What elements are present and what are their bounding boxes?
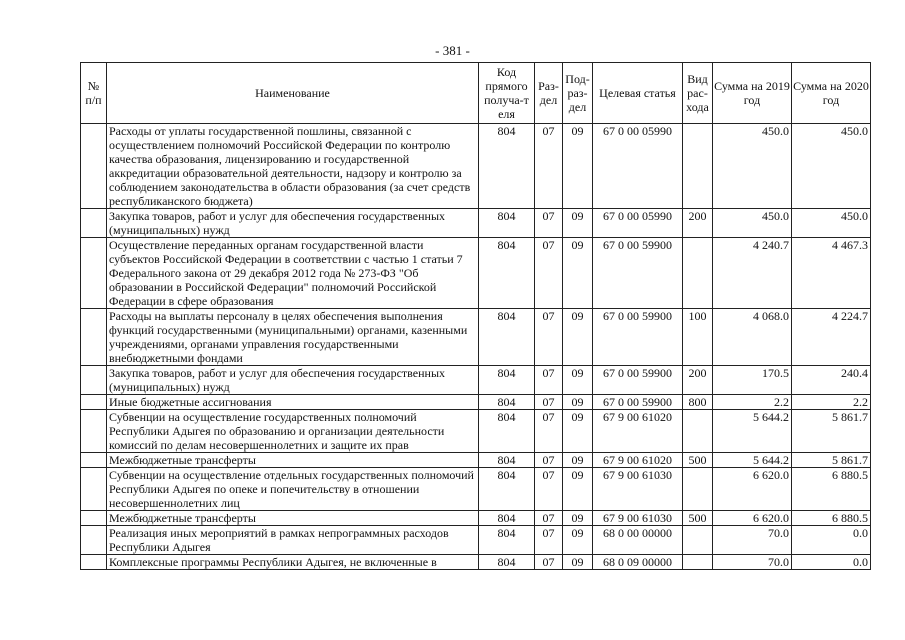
page-number: - 381 -: [435, 43, 470, 58]
cell-num: [81, 555, 107, 570]
table-row: [81, 209, 871, 238]
cell-target-article: 68 0 09 00000: [593, 555, 683, 570]
cell-sum-2020: 4 224.7: [792, 309, 871, 366]
cell-sum-2019: 6 620.0: [713, 511, 792, 526]
cell-target-article: 67 0 00 05990: [593, 209, 683, 238]
cell-sum-2020: 2.2: [792, 395, 871, 410]
cell-name: Межбюджетные трансферты: [107, 453, 479, 468]
table-row: [81, 124, 871, 209]
cell-expense-type: 100: [683, 309, 713, 366]
header-sum-2019: Сумма на 2019 год: [713, 63, 792, 124]
cell-num: [81, 468, 107, 511]
cell-num: [81, 453, 107, 468]
cell-subsection: 09: [563, 395, 593, 410]
cell-target-article: 68 0 00 00000: [593, 526, 683, 555]
cell-recipient-code: 804: [479, 453, 535, 468]
cell-target-article: 67 0 00 59900: [593, 366, 683, 395]
cell-target-article: 67 9 00 61020: [593, 453, 683, 468]
cell-sum-2019: 5 644.2: [713, 410, 792, 453]
cell-num: [81, 395, 107, 410]
cell-num: [81, 526, 107, 555]
cell-name: Межбюджетные трансферты: [107, 511, 479, 526]
cell-num: [81, 209, 107, 238]
cell-recipient-code: 804: [479, 209, 535, 238]
cell-section: 07: [535, 309, 563, 366]
cell-section: 07: [535, 511, 563, 526]
cell-num: [81, 124, 107, 209]
cell-sum-2020: 450.0: [792, 209, 871, 238]
table-row: [81, 366, 871, 395]
cell-sum-2019: 4 240.7: [713, 238, 792, 309]
cell-expense-type: [683, 124, 713, 209]
cell-expense-type: 500: [683, 511, 713, 526]
cell-expense-type: [683, 238, 713, 309]
cell-section: 07: [535, 209, 563, 238]
cell-recipient-code: 804: [479, 395, 535, 410]
cell-name: Реализация иных мероприятий в рамках непрограммных расходов Республики Адыгея: [107, 526, 479, 555]
cell-sum-2020: 240.4: [792, 366, 871, 395]
cell-sum-2019: 2.2: [713, 395, 792, 410]
header-target-article: Целевая статья: [593, 63, 683, 124]
cell-recipient-code: 804: [479, 309, 535, 366]
table-row: [81, 410, 871, 453]
cell-num: [81, 410, 107, 453]
cell-section: 07: [535, 555, 563, 570]
cell-sum-2019: 70.0: [713, 526, 792, 555]
cell-expense-type: [683, 468, 713, 511]
cell-expense-type: 200: [683, 366, 713, 395]
cell-section: 07: [535, 453, 563, 468]
cell-name: Расходы на выплаты персоналу в целях обеспечения выполнения функций государственными (муниципальными) органами, казенными учреждениями, органами управления государственными внебюджетными фондами: [107, 309, 479, 366]
cell-num: [81, 366, 107, 395]
cell-sum-2019: 6 620.0: [713, 468, 792, 511]
header-section: Раз-дел: [535, 63, 563, 124]
budget-table: [80, 62, 871, 570]
cell-recipient-code: 804: [479, 468, 535, 511]
cell-subsection: 09: [563, 468, 593, 511]
cell-sum-2019: 4 068.0: [713, 309, 792, 366]
cell-name: Закупка товаров, работ и услуг для обеспечения государственных (муниципальных) нужд: [107, 366, 479, 395]
table-row: [81, 453, 871, 468]
header-name: Наименование: [107, 63, 479, 124]
cell-name: Расходы от уплаты государственной пошлины, связанной с осуществлением полномочий Российской Федерации по контролю качества образования, лицензированию и государственной аккредитации образовательной деятельности, надзору и контролю за соблюдением законодательства в области образования (за счет средств республиканского бюджета): [107, 124, 479, 209]
cell-expense-type: [683, 410, 713, 453]
cell-name: Осуществление переданных органам государственной власти субъектов Российской Федерации в соответствии с частью 1 статьи 7 Федерального закона от 29 декабря 2012 года № 273-ФЗ "Об образовании в Российской Федерации" полномочий Российской Федерации в сфере образования: [107, 238, 479, 309]
header-expense-type: Вид рас-хода: [683, 63, 713, 124]
cell-sum-2020: 6 880.5: [792, 468, 871, 511]
cell-num: [81, 238, 107, 309]
cell-target-article: 67 0 00 59900: [593, 395, 683, 410]
cell-subsection: 09: [563, 124, 593, 209]
cell-section: 07: [535, 124, 563, 209]
cell-recipient-code: 804: [479, 555, 535, 570]
header-subsection: Под-раз-дел: [563, 63, 593, 124]
cell-subsection: 09: [563, 410, 593, 453]
cell-sum-2019: 450.0: [713, 124, 792, 209]
cell-sum-2020: 0.0: [792, 555, 871, 570]
cell-sum-2020: 5 861.7: [792, 453, 871, 468]
cell-target-article: 67 0 00 59900: [593, 238, 683, 309]
cell-sum-2019: 5 644.2: [713, 453, 792, 468]
table-row: [81, 555, 871, 570]
cell-section: 07: [535, 410, 563, 453]
cell-section: 07: [535, 238, 563, 309]
cell-target-article: 67 0 00 05990: [593, 124, 683, 209]
cell-sum-2020: 5 861.7: [792, 410, 871, 453]
cell-sum-2020: 0.0: [792, 526, 871, 555]
cell-recipient-code: 804: [479, 511, 535, 526]
cell-name: Иные бюджетные ассигнования: [107, 395, 479, 410]
header-recipient-code: Код прямого получа-т еля: [479, 63, 535, 124]
cell-section: 07: [535, 526, 563, 555]
cell-sum-2020: 6 880.5: [792, 511, 871, 526]
cell-subsection: 09: [563, 453, 593, 468]
cell-subsection: 09: [563, 526, 593, 555]
cell-name: Субвенции на осуществление государственных полномочий Республики Адыгея по образованию и организации деятельности комиссий по делам несовершеннолетних и защите их прав: [107, 410, 479, 453]
cell-section: 07: [535, 468, 563, 511]
table-row: [81, 395, 871, 410]
cell-section: 07: [535, 366, 563, 395]
cell-recipient-code: 804: [479, 366, 535, 395]
cell-recipient-code: 804: [479, 238, 535, 309]
cell-section: 07: [535, 395, 563, 410]
cell-subsection: 09: [563, 555, 593, 570]
cell-subsection: 09: [563, 309, 593, 366]
cell-name: Комплексные программы Республики Адыгея, не включенные в: [107, 555, 479, 570]
cell-target-article: 67 0 00 59900: [593, 309, 683, 366]
table-header-row: [81, 63, 871, 124]
cell-name: Закупка товаров, работ и услуг для обеспечения государственных (муниципальных) нужд: [107, 209, 479, 238]
header-sum-2020: Сумма на 2020 год: [792, 63, 871, 124]
table-body: [81, 124, 871, 570]
table-row: [81, 526, 871, 555]
cell-target-article: 67 9 00 61030: [593, 468, 683, 511]
table-row: [81, 238, 871, 309]
cell-recipient-code: 804: [479, 526, 535, 555]
cell-recipient-code: 804: [479, 124, 535, 209]
cell-sum-2020: 450.0: [792, 124, 871, 209]
cell-expense-type: 200: [683, 209, 713, 238]
cell-subsection: 09: [563, 238, 593, 309]
cell-num: [81, 511, 107, 526]
cell-target-article: 67 9 00 61030: [593, 511, 683, 526]
cell-expense-type: 800: [683, 395, 713, 410]
cell-expense-type: [683, 555, 713, 570]
cell-sum-2019: 450.0: [713, 209, 792, 238]
cell-sum-2020: 4 467.3: [792, 238, 871, 309]
cell-expense-type: 500: [683, 453, 713, 468]
cell-subsection: 09: [563, 209, 593, 238]
table-row: [81, 309, 871, 366]
cell-subsection: 09: [563, 511, 593, 526]
cell-num: [81, 309, 107, 366]
table-row: [81, 511, 871, 526]
cell-sum-2019: 70.0: [713, 555, 792, 570]
cell-recipient-code: 804: [479, 410, 535, 453]
header-num: № п/п: [81, 63, 107, 124]
cell-target-article: 67 9 00 61020: [593, 410, 683, 453]
table-row: [81, 468, 871, 511]
cell-expense-type: [683, 526, 713, 555]
cell-sum-2019: 170.5: [713, 366, 792, 395]
cell-name: Субвенции на осуществление отдельных государственных полномочий Республики Адыгея по опеке и попечительству в отношении несовершеннолетних лиц: [107, 468, 479, 511]
cell-subsection: 09: [563, 366, 593, 395]
